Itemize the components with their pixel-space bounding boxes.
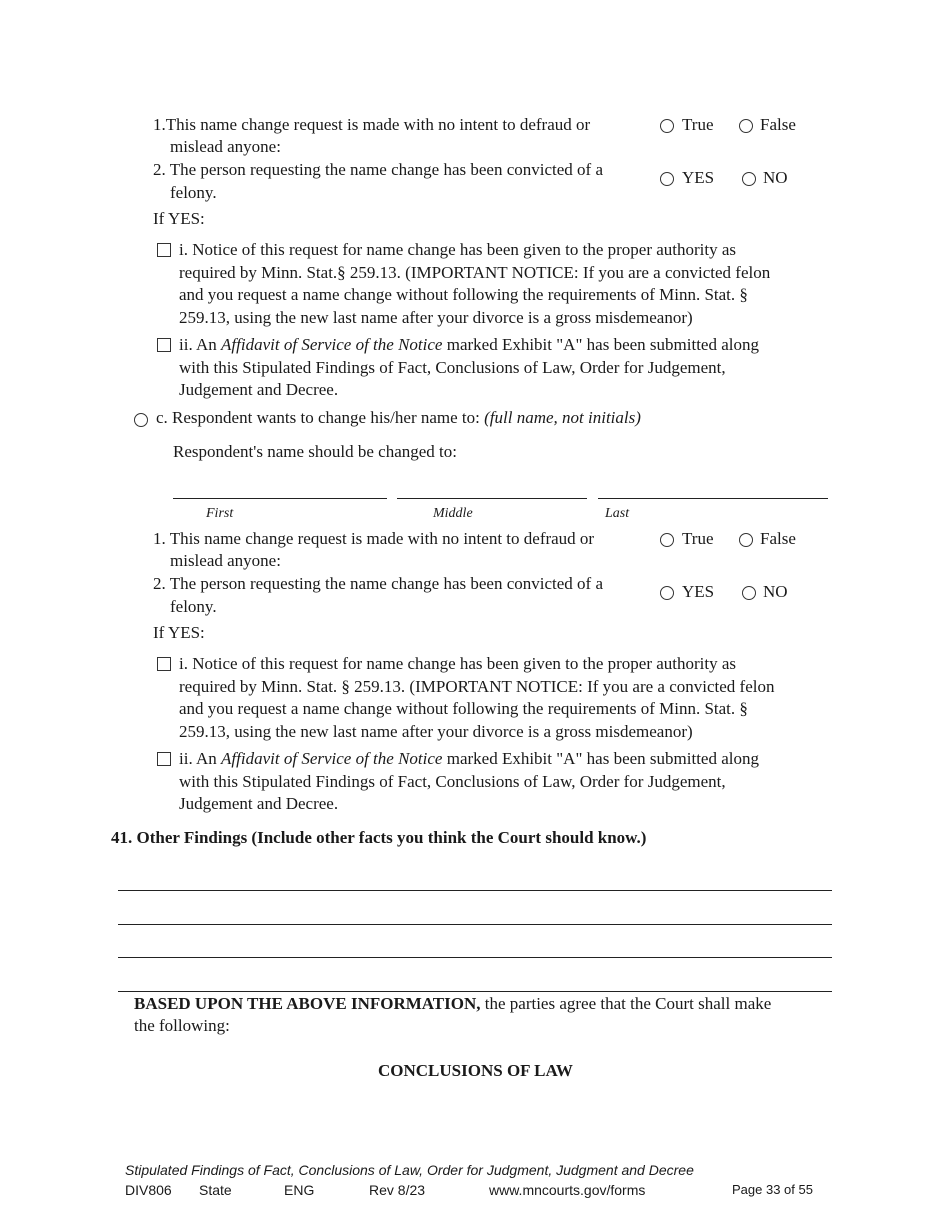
option-c-changed-to: Respondent's name should be changed to: — [173, 442, 457, 461]
b-notice-line3: and you request a name change without following the requirements of Minn. Stat. § — [179, 285, 748, 304]
b-q1-line1: 1.This name change request is made with no intent to defraud or — [153, 115, 591, 134]
option-c-label: c. Respondent wants to change his/her name to: (full name, not initials) — [156, 408, 641, 427]
c-q1-line1: 1. This name change request is made with no intent to defraud or — [153, 529, 595, 548]
b-q2-yes-label: YES — [682, 168, 715, 187]
b-notice-line1: i. Notice of this request for name change has been given to the proper authority as — [179, 240, 737, 259]
b-if-yes: If YES: — [153, 209, 205, 228]
c-q1-false-radio[interactable] — [739, 533, 753, 547]
other-findings-line-3[interactable] — [118, 957, 832, 958]
other-findings-line-4[interactable] — [118, 991, 832, 992]
b-affidavit-line3: Judgement and Decree. — [179, 380, 339, 399]
c-q1-false-label: False — [760, 529, 796, 548]
footer-page-number: Page 33 of 55 — [732, 1182, 813, 1197]
c-q1-true-radio[interactable] — [660, 533, 674, 547]
c-if-yes: If YES: — [153, 623, 205, 642]
middle-label: Middle — [433, 506, 473, 521]
c-affidavit-checkbox[interactable] — [157, 752, 171, 766]
based-upon-line1: BASED UPON THE ABOVE INFORMATION, the parties agree that the Court shall make — [134, 994, 772, 1013]
c-q2-yes-radio[interactable] — [660, 586, 674, 600]
c-notice-checkbox[interactable] — [157, 657, 171, 671]
last-name-line[interactable] — [598, 498, 828, 499]
c-affidavit-line3: Judgement and Decree. — [179, 794, 339, 813]
c-affidavit-line2: with this Stipulated Findings of Fact, Conclusions of Law, Order for Judgement, — [179, 772, 726, 791]
b-q2-no-radio[interactable] — [742, 172, 756, 186]
c-affidavit-line1: ii. An Affidavit of Service of the Notice marked Exhibit "A" has been submitted along — [179, 749, 759, 768]
b-affidavit-line2: with this Stipulated Findings of Fact, Conclusions of Law, Order for Judgement, — [179, 358, 726, 377]
b-q1-true-radio[interactable] — [660, 119, 674, 133]
footer-state: State — [199, 1182, 232, 1198]
first-name-line[interactable] — [173, 498, 387, 499]
c-notice-line4: 259.13, using the new last name after your divorce is a gross misdemeanor) — [179, 722, 693, 741]
other-findings-line-2[interactable] — [118, 924, 832, 925]
b-q1-true-label: True — [682, 115, 714, 134]
c-q1-line2: mislead anyone: — [170, 551, 281, 570]
footer-language: ENG — [284, 1182, 315, 1198]
c-q2-no-radio[interactable] — [742, 586, 756, 600]
footer-url[interactable]: www.mncourts.gov/forms — [489, 1182, 646, 1198]
section-41-heading: 41. Other Findings (Include other facts you think the Court should know.) — [111, 828, 647, 847]
c-q2-no-label: NO — [763, 582, 788, 601]
b-q2-yes-radio[interactable] — [660, 172, 674, 186]
c-q1-true-label: True — [682, 529, 714, 548]
c-notice-line2: required by Minn. Stat. § 259.13. (IMPORTANT NOTICE: If you are a convicted felon — [179, 677, 775, 696]
b-q2-line1: 2. The person requesting the name change has been convicted of a — [153, 160, 604, 179]
other-findings-line-1[interactable] — [118, 890, 832, 891]
last-label: Last — [605, 506, 630, 521]
b-q1-line2: mislead anyone: — [170, 137, 281, 156]
b-q1-false-label: False — [760, 115, 796, 134]
first-label: First — [206, 506, 234, 521]
middle-name-line[interactable] — [397, 498, 587, 499]
c-notice-line3: and you request a name change without following the requirements of Minn. Stat. § — [179, 699, 748, 718]
b-notice-line4: 259.13, using the new last name after your divorce is a gross misdemeanor) — [179, 308, 693, 327]
footer-form-number: DIV806 — [125, 1182, 172, 1198]
b-affidavit-checkbox[interactable] — [157, 338, 171, 352]
footer-revision: Rev 8/23 — [369, 1182, 426, 1198]
b-notice-checkbox[interactable] — [157, 243, 171, 257]
c-q2-line2: felony. — [170, 597, 217, 616]
c-notice-line1: i. Notice of this request for name change has been given to the proper authority as — [179, 654, 737, 673]
b-q2-no-label: NO — [763, 168, 788, 187]
c-q2-line1: 2. The person requesting the name change has been convicted of a — [153, 574, 604, 593]
option-c-radio[interactable] — [134, 413, 148, 427]
b-q2-line2: felony. — [170, 183, 217, 202]
conclusions-heading: CONCLUSIONS OF LAW — [378, 1061, 573, 1080]
c-q2-yes-label: YES — [682, 582, 715, 601]
based-upon-line2: the following: — [134, 1016, 230, 1035]
b-q1-false-radio[interactable] — [739, 119, 753, 133]
b-affidavit-line1: ii. An Affidavit of Service of the Notice marked Exhibit "A" has been submitted along — [179, 335, 759, 354]
footer-title: Stipulated Findings of Fact, Conclusions of Law, Order for Judgment, Judgment and Decree — [125, 1162, 694, 1178]
b-notice-line2: required by Minn. Stat.§ 259.13. (IMPORTANT NOTICE: If you are a convicted felon — [179, 263, 771, 282]
